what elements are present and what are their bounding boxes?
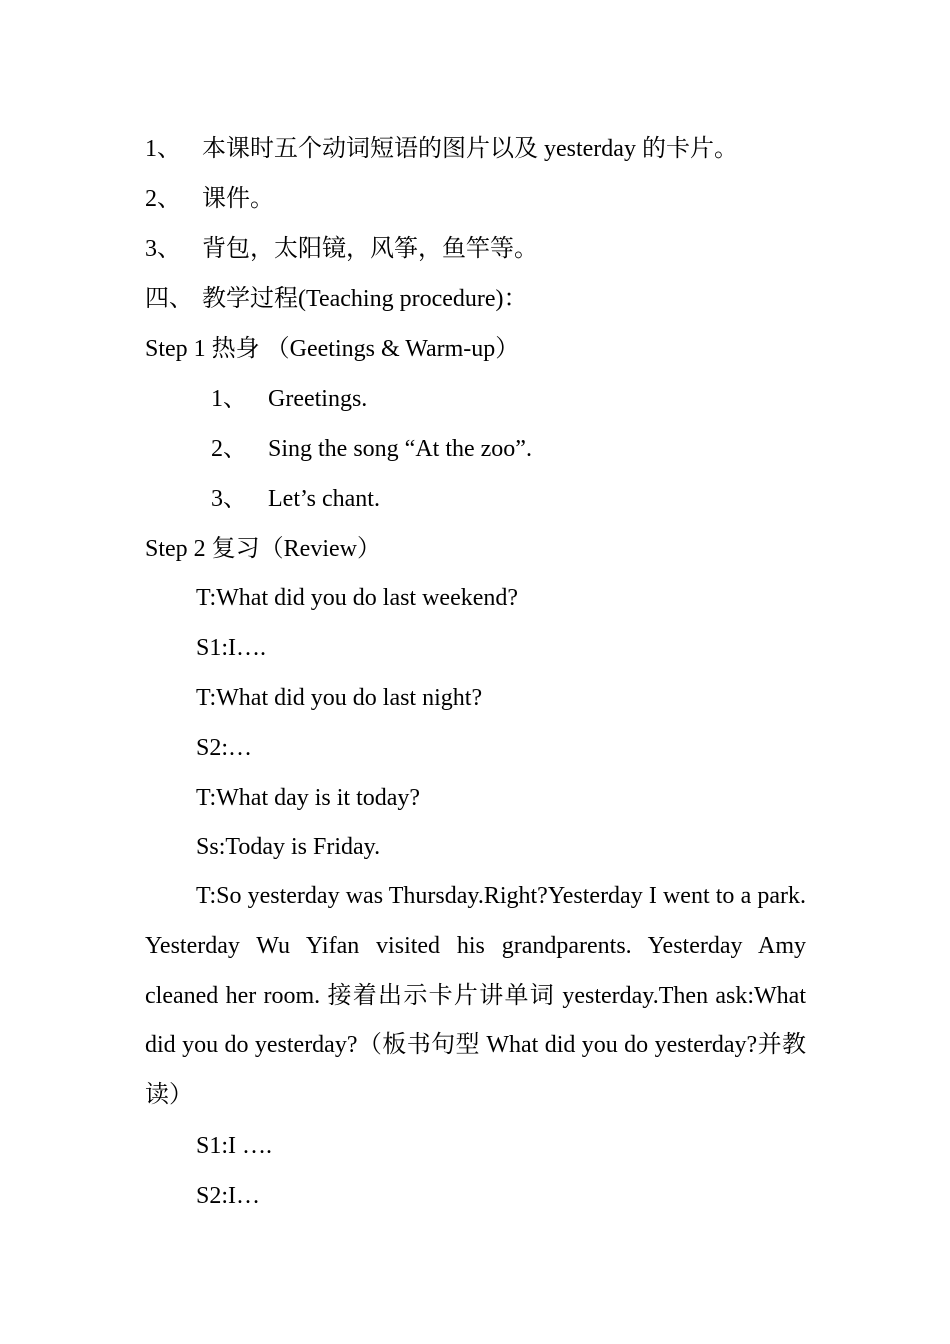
dialogue-line: S1:I …. xyxy=(196,1133,273,1159)
dialogue-line: T:What day is it today? xyxy=(196,785,421,811)
material-number: 2、 xyxy=(145,186,181,212)
dialogue-line: S2:I… xyxy=(196,1183,261,1209)
step1-item-number: 3、 xyxy=(211,486,247,512)
step1-item-text: Sing the song “At the zoo”. xyxy=(268,436,532,462)
step1-item xyxy=(211,384,367,414)
step1-item-number: 2、 xyxy=(211,436,247,462)
review-paragraph: T:So yesterday was Thursday.Right?Yesterday I went to a park. Yesterday Wu Yifan visited his grandparents. Yesterday Amy cleaned her room. 接着出示卡片讲单词 yesterday.Then ask:What did you do yesterday?（板书句型 What did you do yesterday?并教读） xyxy=(145,883,806,1109)
step1-item-text: Greetings. xyxy=(268,386,368,412)
step2-heading: Step 2 复习（Review） xyxy=(145,536,381,562)
dialogue-line: Ss:Today is Friday. xyxy=(196,834,381,860)
material-text: 本课时五个动词短语的图片以及 yesterday 的卡片。 xyxy=(202,136,738,162)
step1-item-text: Let’s chant. xyxy=(268,486,380,512)
step1-item xyxy=(211,434,532,464)
step1-heading: Step 1 热身 （Geetings & Warm-up） xyxy=(145,336,520,362)
section-title: 教学过程(Teaching procedure)： xyxy=(202,286,528,312)
dialogue-line: T:What did you do last night? xyxy=(196,685,483,711)
dialogue-line: T:What did you do last weekend? xyxy=(196,585,519,611)
material-item xyxy=(145,234,538,264)
material-item xyxy=(145,134,738,164)
section-number: 四、 xyxy=(145,286,193,312)
dialogue-line: S1:I…. xyxy=(196,635,267,661)
material-item xyxy=(145,184,274,214)
dialogue-line: S2:… xyxy=(196,735,253,761)
material-text: 背包，太阳镜，风筝，鱼竿等。 xyxy=(202,236,538,262)
material-text: 课件。 xyxy=(202,186,274,212)
section-heading xyxy=(145,284,528,314)
material-number: 1、 xyxy=(145,136,181,162)
step1-item-number: 1、 xyxy=(211,386,247,412)
material-number: 3、 xyxy=(145,236,181,262)
step1-item xyxy=(211,484,380,514)
